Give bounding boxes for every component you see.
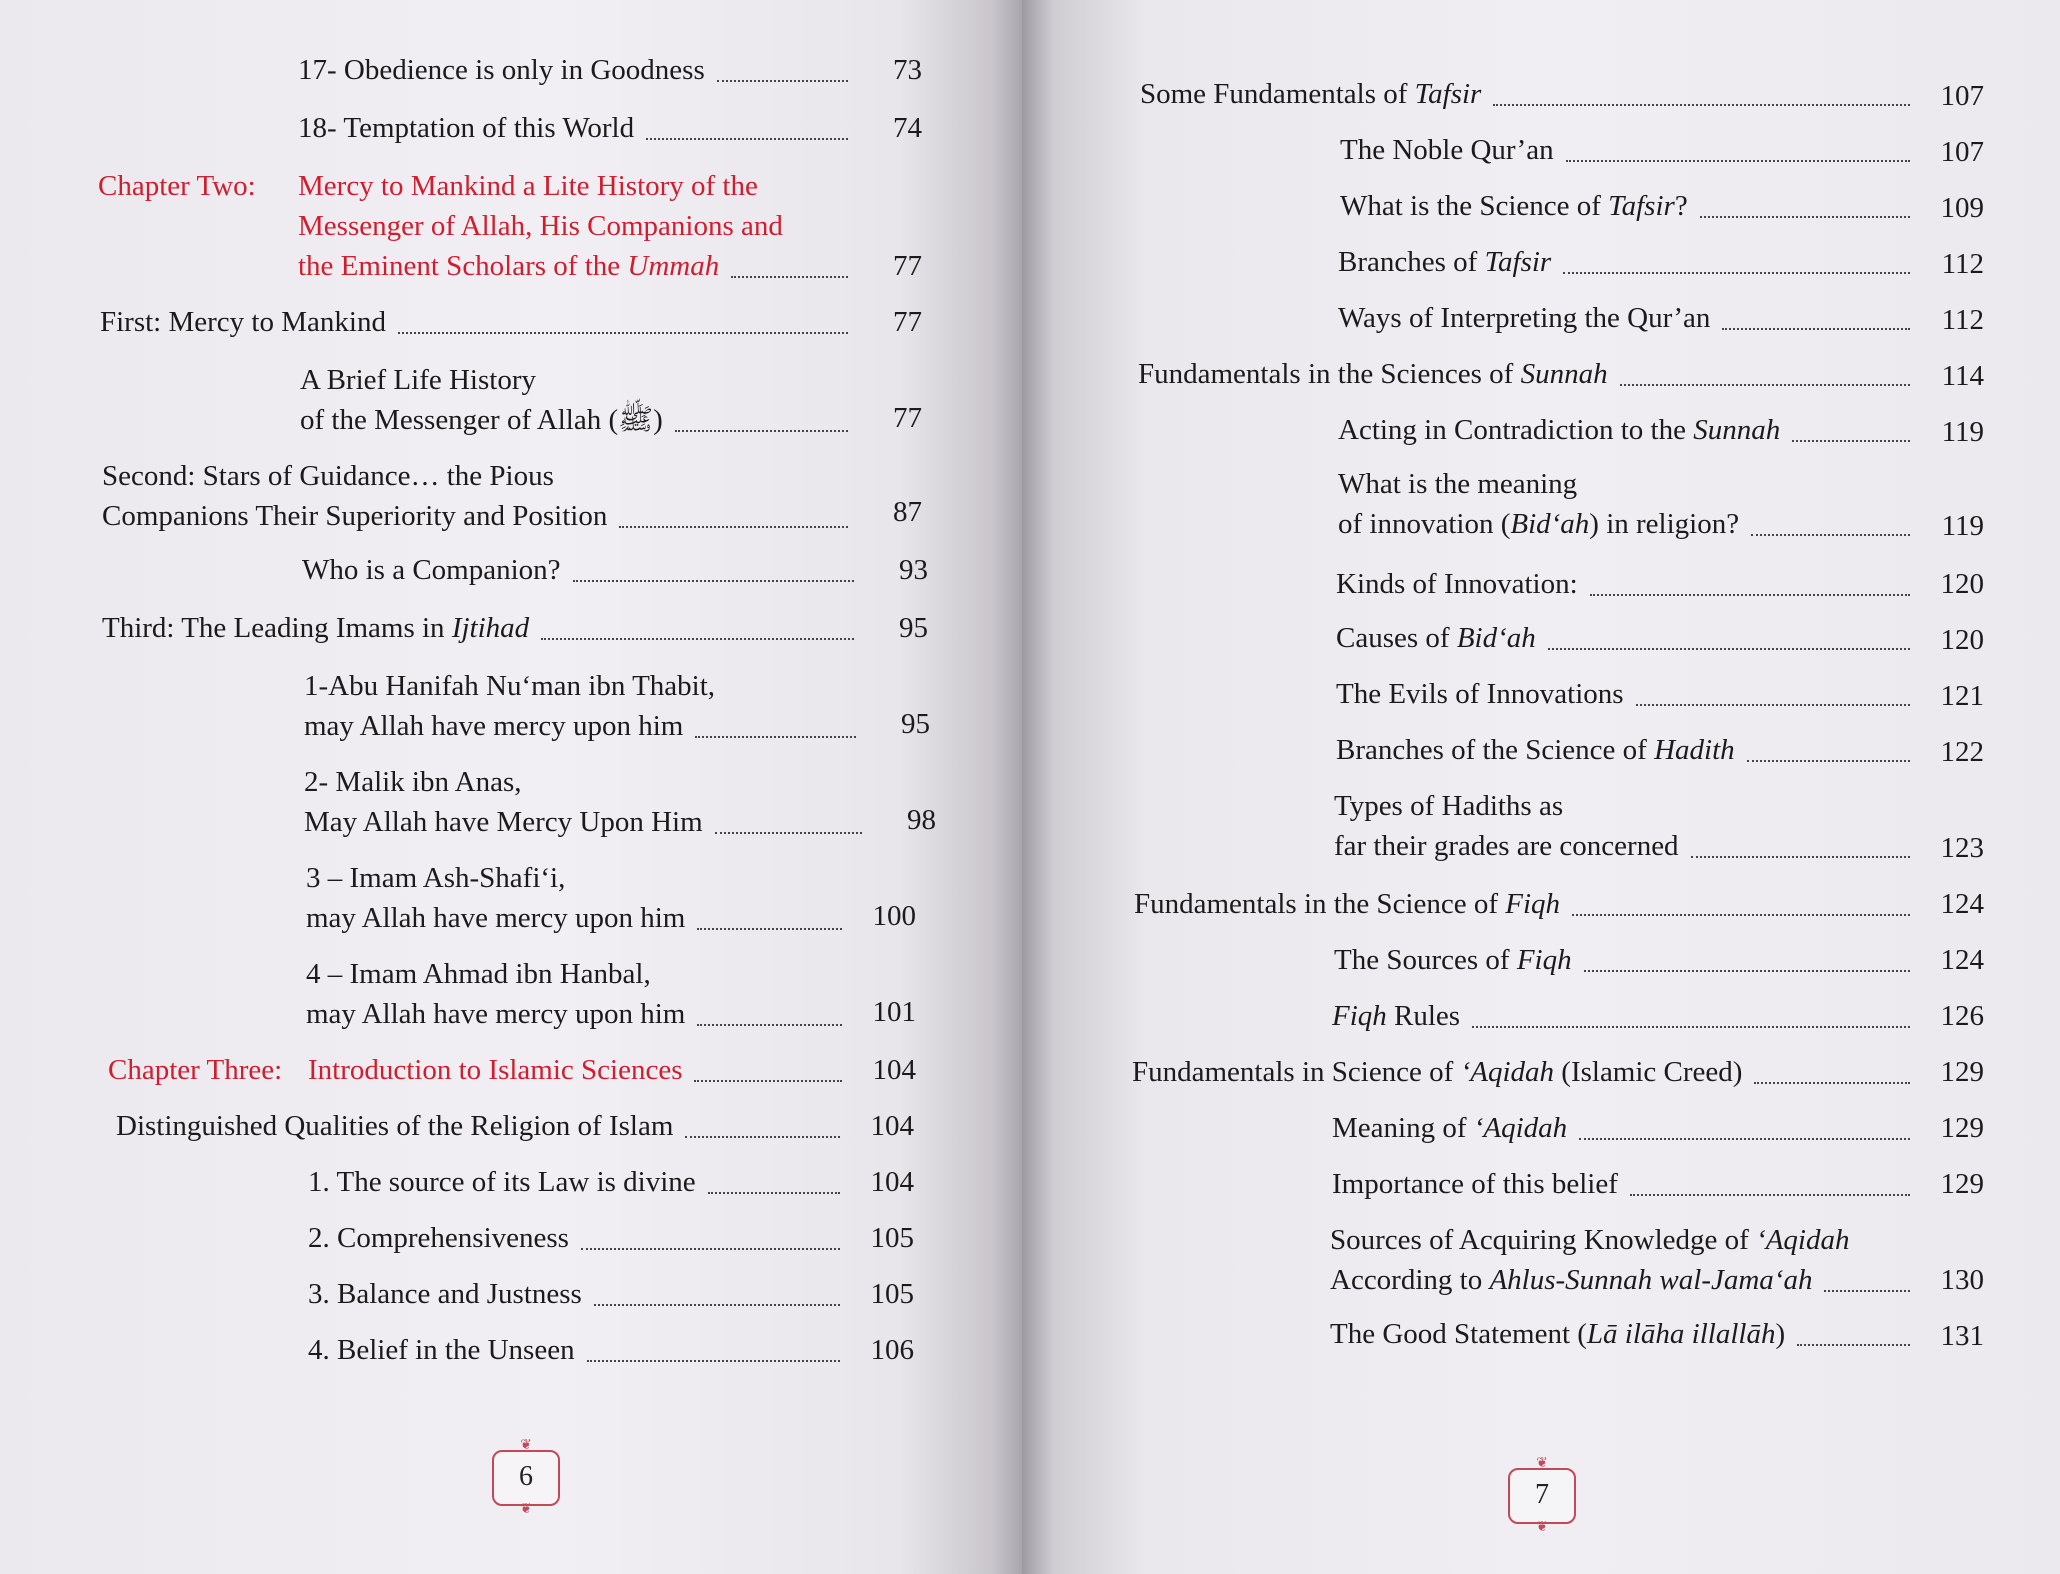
toc-entry-line[interactable]: may Allah have mercy upon him [304,710,684,742]
dot-leader [697,928,842,930]
toc-entry-line[interactable]: 4. Belief in the Unseen [308,1334,575,1366]
toc-entry-line[interactable]: Who is a Companion? [302,554,561,586]
toc-page-number: 112 [1941,248,1984,280]
dot-leader [1472,1026,1910,1028]
toc-entry-line[interactable]: far their grades are concerned [1334,830,1679,862]
toc-entry-line[interactable]: may Allah have mercy upon him [306,998,686,1030]
dot-leader [1700,216,1910,218]
toc-entry-line[interactable]: Third: The Leading Imams in Ijtihad [102,612,530,644]
toc-entry-line[interactable]: The Evils of Innovations [1336,678,1624,710]
dot-leader [646,138,848,140]
toc-page-number: 77 [893,306,922,338]
toc-page-number: 74 [893,112,922,144]
dot-leader [594,1304,840,1306]
toc-page-number: 112 [1941,304,1984,336]
toc-page-number: 101 [872,996,916,1028]
toc-entry-line[interactable]: What is the meaning [1338,468,1578,500]
toc-page-number: 95 [899,612,928,644]
dot-leader [1797,1344,1910,1346]
toc-entry-line[interactable]: of innovation (Bid‘ah) in religion? [1338,508,1740,540]
page-number-box [492,1438,560,1517]
dot-leader [1691,856,1910,858]
dot-leader [731,276,848,278]
toc-entry-line[interactable]: May Allah have Mercy Upon Him [304,806,703,838]
dot-leader [685,1136,840,1138]
toc-entry-line[interactable]: Sources of Acquiring Knowledge of ‘Aqidah [1330,1224,1850,1256]
ornament-icon: ❦ [520,1502,532,1517]
toc-page-number: 77 [893,250,922,282]
dot-leader [541,638,854,640]
toc-entry-line[interactable]: 1-Abu Hanifah Nu‘man ibn Thabit, [304,670,716,702]
toc-entry-line[interactable]: Companions Their Superiority and Position [102,500,608,532]
dot-leader [1824,1290,1910,1292]
dot-leader [1579,1138,1910,1140]
dot-leader [1493,104,1910,106]
toc-page-number: 107 [1940,80,1984,112]
toc-entry-line[interactable]: 4 – Imam Ahmad ibn Hanbal, [306,958,651,990]
toc-entry-line[interactable]: 3. Balance and Justness [308,1278,582,1310]
dot-leader [1751,534,1910,536]
toc-page-number: 120 [1940,568,1984,600]
toc-page-number: 126 [1940,1000,1984,1032]
dot-leader [695,736,856,738]
toc-page-number: 130 [1940,1264,1984,1296]
toc-entry-line[interactable]: First: Mercy to Mankind [100,306,386,338]
toc-entry-line[interactable]: Branches of the Science of Hadith [1336,734,1735,766]
toc-page-number: 123 [1940,832,1984,864]
dot-leader [587,1360,840,1362]
toc-page-number: 105 [870,1278,914,1310]
toc-page-number: 120 [1940,624,1984,656]
dot-leader [694,1080,842,1082]
dot-leader [398,332,848,334]
toc-page-number: 107 [1940,136,1984,168]
toc-page-number: 124 [1940,888,1984,920]
toc-page-number: 119 [1941,416,1984,448]
dot-leader [675,430,848,432]
toc-entry-line[interactable]: Mercy to Mankind a Lite History of the [298,170,758,202]
toc-page-number: 131 [1940,1320,1984,1352]
toc-entry-line[interactable]: Importance of this belief [1332,1168,1618,1200]
dot-leader [1572,914,1910,916]
dot-leader [1722,328,1910,330]
toc-entry-line[interactable]: 2. Comprehensiveness [308,1222,569,1254]
toc-entry-line[interactable]: Types of Hadiths as [1334,790,1564,822]
ornament-icon: ❦ [1536,1520,1548,1535]
toc-entry-line[interactable]: 2- Malik ibn Anas, [304,766,522,798]
toc-entry-line[interactable]: Meaning of ‘Aqidah [1332,1112,1568,1144]
toc-entry-line[interactable]: the Eminent Scholars of the Ummah [298,250,720,282]
toc-entry-line[interactable]: The Noble Qur’an [1340,134,1554,166]
toc-entry-line[interactable]: of the Messenger of Allah (ﷺ) [300,404,663,436]
dot-leader [1590,594,1910,596]
toc-entry-line[interactable]: Second: Stars of Guidance… the Pious [102,460,554,492]
toc-page-number: 104 [872,1054,916,1086]
ornament-icon: ❦ [520,1438,532,1453]
toc-page-number: 87 [893,496,922,528]
toc-page-number: 109 [1940,192,1984,224]
toc-page-number: 73 [893,54,922,86]
dot-leader [1792,440,1910,442]
page-number: 7 [1535,1479,1549,1510]
toc-page-number: 129 [1940,1112,1984,1144]
toc-entry-line[interactable]: According to Ahlus-Sunnah wal-Jama‘ah [1330,1264,1813,1296]
toc-page-number: 106 [870,1334,914,1366]
dot-leader [1747,760,1910,762]
toc-page-number: 129 [1940,1168,1984,1200]
toc-entry-line[interactable]: Messenger of Allah, His Companions and [298,210,783,242]
right-page [1022,0,2060,1574]
dot-leader [717,80,848,82]
toc-page-number: 95 [901,708,930,740]
toc-page-number: 119 [1941,510,1984,542]
dot-leader [1584,970,1910,972]
chapter-label: Chapter Three: [108,1054,283,1086]
dot-leader [1620,384,1910,386]
toc-page-number: 105 [870,1222,914,1254]
toc-entry-line[interactable]: may Allah have mercy upon him [306,902,686,934]
dot-leader [1630,1194,1910,1196]
dot-leader [619,526,848,528]
toc-entry-line[interactable]: 17- Obedience is only in Goodness [298,54,705,86]
toc-entry-line[interactable]: Branches of Tafsir [1338,246,1552,278]
page-number: 6 [519,1461,533,1492]
dot-leader [581,1248,840,1250]
toc-entry-line[interactable]: Distinguished Qualities of the Religion of Islam [116,1110,674,1142]
toc-entry-line[interactable]: The Sources of Fiqh [1334,944,1572,976]
left-page [0,0,1022,1574]
toc-entry-line[interactable]: Fundamentals in Science of ‘Aqidah (Islamic Creed) [1132,1056,1743,1088]
toc-entry-line[interactable]: Fundamentals in the Sciences of Sunnah [1138,358,1608,390]
toc-page-number: 77 [893,402,922,434]
dot-leader [708,1192,840,1194]
toc-entry-line[interactable]: The Good Statement (Lā ilāha illallāh) [1330,1318,1786,1350]
dot-leader [715,832,862,834]
toc-entry-line[interactable]: 18- Temptation of this World [298,112,635,144]
toc-page-number: 114 [1941,360,1984,392]
toc-page-number: 122 [1940,736,1984,768]
dot-leader [573,580,854,582]
dot-leader [1566,160,1910,162]
toc-entry-line[interactable]: 1. The source of its Law is divine [308,1166,696,1198]
ornament-icon: ❦ [1536,1456,1548,1471]
toc-page-number: 124 [1940,944,1984,976]
toc-entry-line[interactable]: Kinds of Innovation: [1336,568,1578,600]
toc-page-number: 104 [870,1166,914,1198]
toc-page-number: 129 [1940,1056,1984,1088]
toc-entry-line[interactable]: Causes of Bid‘ah [1336,622,1536,654]
dot-leader [1563,272,1910,274]
toc-entry-line[interactable]: 3 – Imam Ash-Shafi‘i, [306,862,566,894]
toc-page-number: 98 [907,804,936,836]
toc-entry-line[interactable]: Introduction to Islamic Sciences [308,1054,683,1086]
toc-page-number: 104 [870,1110,914,1142]
chapter-label: Chapter Two: [98,170,256,202]
toc-page-number: 100 [872,900,916,932]
toc-entry-line[interactable]: What is the Science of Tafsir? [1340,190,1688,222]
toc-entry-line[interactable]: Fiqh Rules [1332,1000,1461,1032]
dot-leader [1548,648,1910,650]
page-number-box [1508,1456,1576,1535]
toc-entry-line[interactable]: Fundamentals in the Science of Fiqh [1134,888,1561,920]
toc-page-number: 93 [899,554,928,586]
dot-leader [1636,704,1910,706]
dot-leader [697,1024,842,1026]
toc-page-number: 121 [1940,680,1984,712]
toc-entry-line[interactable]: A Brief Life History [300,364,536,396]
toc-entry-line[interactable]: Ways of Interpreting the Qur’an [1338,302,1711,334]
toc-entry-line[interactable]: Some Fundamentals of Tafsir [1140,78,1482,110]
dot-leader [1754,1082,1910,1084]
toc-entry-line[interactable]: Acting in Contradiction to the Sunnah [1338,414,1781,446]
